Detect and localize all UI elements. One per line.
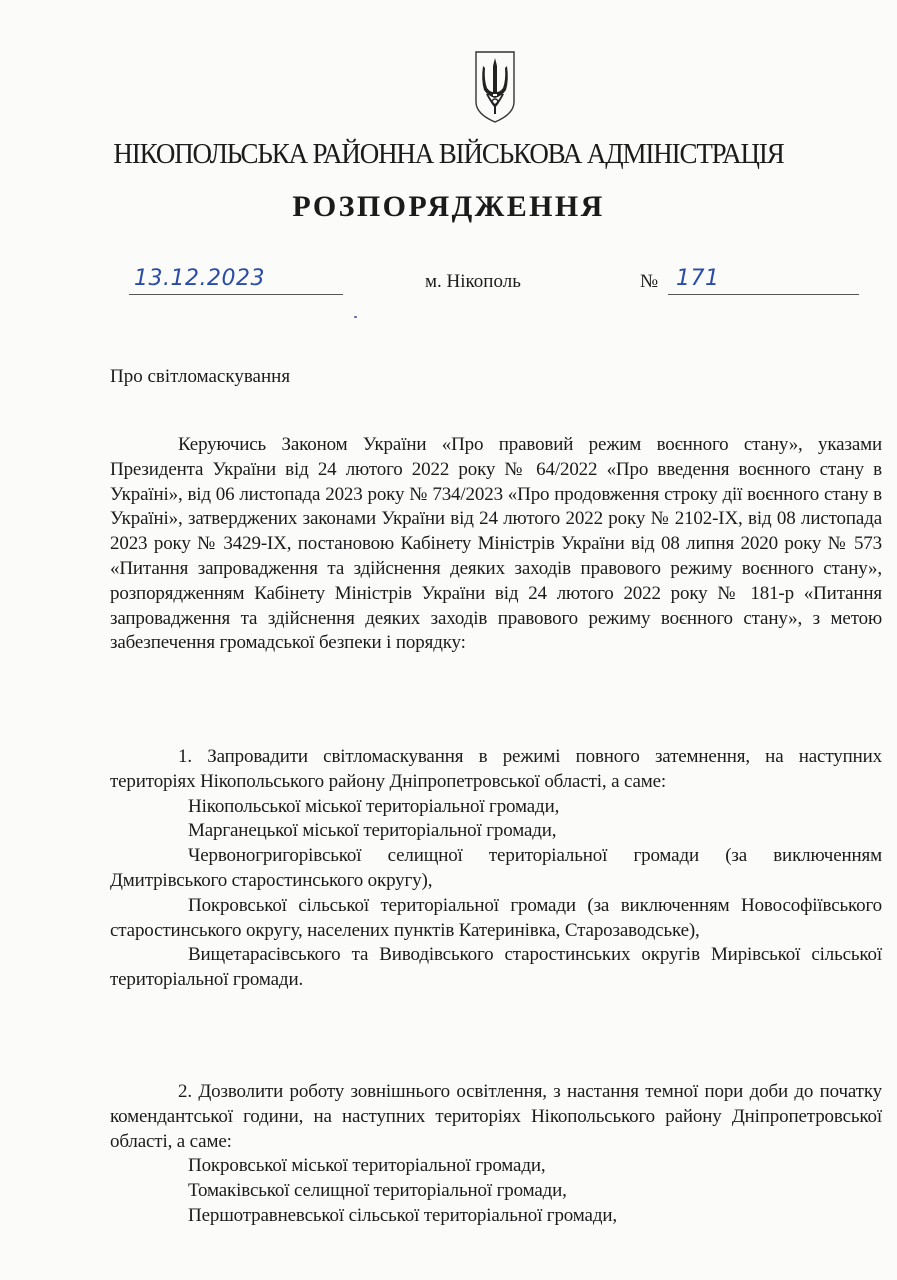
clause-1-item: Нікопольської міської територіальної громади, [188, 795, 560, 817]
ink-speck [354, 316, 357, 318]
organization-name: НІКОПОЛЬСЬКА РАЙОННА ВІЙСЬКОВА АДМІНІСТРАЦІЯ [113, 138, 784, 170]
document-type-title: РОЗПОРЯДЖЕННЯ [292, 190, 605, 223]
coat-of-arms-icon [474, 50, 516, 124]
clause-1-item: Марганецької міської територіальної громади, [188, 820, 557, 842]
clause-2-item: Томаківської селищної територіальної громади, [188, 1180, 567, 1202]
preamble-paragraph: Керуючись Законом України «Про правовий режим воєнного стану», указами Президента України від 24 лютого 2022 року № 64/2022 «Про введення воєнного стану в Україні», від 06 листопада 2023 року № 734/2023 «Про продовження строку дії воєнного стану в Україні», затверджених законами України від 24 лютого 2022 року № 2102-IX, від 08 листопада 2023 року № 3429-IX, постановою Кабінету Міністрів України від 08 липня 2020 року № 573 «Питання запровадження та здійснення деяких заходів правового режиму воєнного стану», розпорядженням Кабінету Міністрів України від 24 лютого 2022 року № 181-р «Питання запровадження та здійснення деяких заходів правового режиму воєнного стану», з метою забезпечення громадської безпеки і порядку: [110, 434, 882, 654]
city-label: м. Нікополь [425, 271, 521, 292]
clause-2 [110, 1080, 882, 1229]
document-meta-row [0, 262, 897, 298]
preamble-section [110, 433, 882, 656]
clause-1 [110, 745, 882, 993]
clause-2-text: 2. Дозволити роботу зовнішнього освітлення, з настання темної пори доби до початку комендантської години, на наступних територіях Нікопольського району Дніпропетровської області, а саме: [110, 1081, 882, 1152]
handwritten-number: 171 [676, 266, 720, 291]
date-field [129, 266, 343, 295]
handwritten-date: 13.12.2023 [134, 266, 265, 291]
clause-1-item: Покровської сільської територіальної громади (за виключенням Новософіївського старостинського округу, населених пунктів Катеринівка, Старозаводське), [110, 894, 882, 941]
number-field [668, 266, 859, 295]
clause-1-item: Вищетарасівського та Виводівського старостинських округів Мирівської сільської територіальної громади. [110, 944, 882, 991]
document-subject: Про світломаскування [110, 366, 291, 387]
clause-1-text: 1. Запровадити світломаскування в режимі повного затемнення, на наступних територіях Нікопольського району Дніпропетровської області, а саме: [110, 746, 882, 792]
clause-2-item: Покровської міської територіальної громади, [188, 1155, 546, 1177]
clause-2-item: Першотравневської сільської територіальної громади, [188, 1204, 617, 1226]
number-label: № [640, 271, 659, 292]
clause-1-item: Червоногригорівської селищної територіальної громади (за виключенням Дмитрівського старостинського округу), [110, 845, 882, 891]
